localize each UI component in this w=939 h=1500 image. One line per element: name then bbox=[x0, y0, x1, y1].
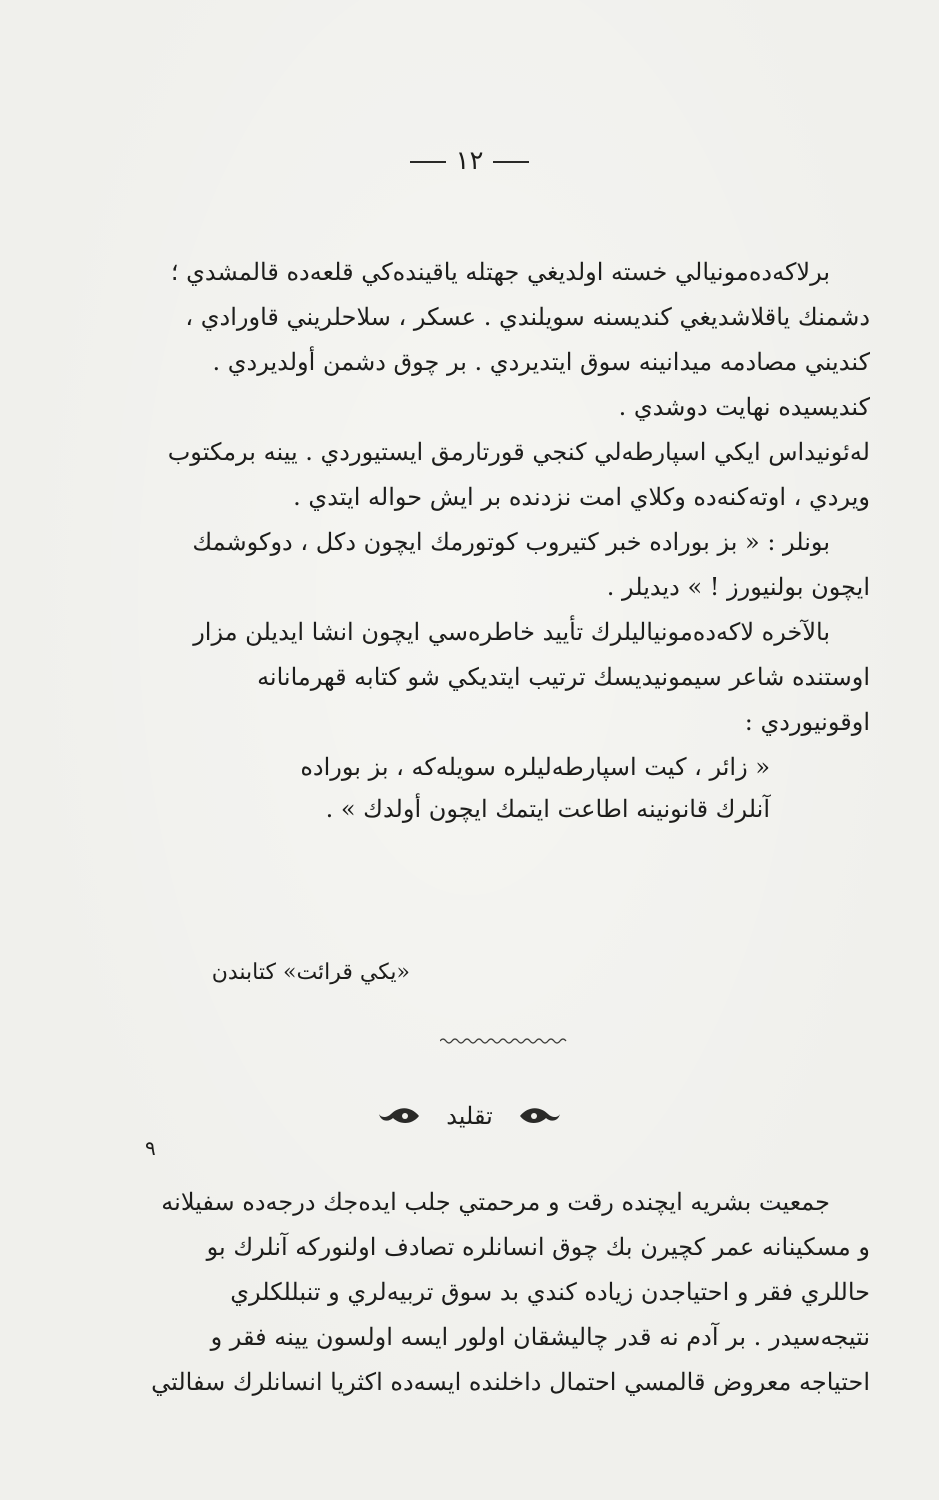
text-line: لەئونيداس ايكي اسپارطەلي كنجي قورتارمق ايستيوردي . يينە برمكتوب bbox=[167, 438, 870, 466]
page-number-text: ١٢ bbox=[455, 146, 484, 176]
text-line: دشمنك ياقلاشديغي كنديسنە سويلندي . عسكر ، سلاحلريني قاورادي ، bbox=[185, 303, 870, 331]
page-number-dash-left bbox=[410, 161, 446, 163]
text-line: بونلر : « بز بورادە خبر كتيروب كوتورمك ايچون دكل ، دوكوشمك bbox=[192, 528, 830, 556]
text-line: اوستندە شاعر سيمونيديسك ترتيب ايتديكي شو كتابە قهرمانانە bbox=[257, 663, 870, 691]
poem-line: « زائر ، كيت اسپارطەليلرە سويلەكە ، بز بورادە bbox=[300, 753, 770, 781]
page-number bbox=[0, 146, 939, 176]
text-line: كنديني مصادمە ميدانينە سوق ايتديردي . بر چوق دشمن أولديردي . bbox=[212, 348, 870, 376]
page-number-dash-right bbox=[493, 161, 529, 163]
text-line: كنديسيدە نهايت دوشدي . bbox=[618, 393, 870, 421]
text-line: ويردي ، اوتەكنەدە وكلاي امت نزدندە بر ايش حوالە ايتدي . bbox=[293, 483, 870, 511]
text-line: حاللري فقر و احتياجدن زيادە كندي بد سوق تربيەلري و تنبللكلري bbox=[230, 1278, 870, 1306]
fleuron-ornament-icon bbox=[518, 1104, 562, 1128]
wavy-divider-ornament bbox=[440, 1036, 570, 1046]
section-heading bbox=[0, 1100, 939, 1130]
main-text bbox=[60, 250, 870, 829]
fleuron-ornament-icon bbox=[377, 1104, 421, 1128]
text-line: و مسكينانە عمر كچيرن بك چوق انسانلرە تصادف اولنوركە آنلرك بو bbox=[206, 1233, 870, 1261]
text-line: برلاكەدەمونيالي خستە اولديغي جهتلە ياقيندەكي قلعەدە قالمشدي ؛ bbox=[170, 258, 830, 286]
second-text bbox=[60, 1180, 870, 1405]
heading-title: تقليد bbox=[446, 1101, 493, 1130]
text-line: ايچون بولنيورز ! » ديديلر . bbox=[606, 573, 870, 601]
text-line: جمعيت بشريە ايچندە رقت و مرحمتي جلب ايدەجك درجەدە سفيلانە bbox=[161, 1188, 830, 1216]
text-line: نتيجەسيدر . بر آدم نە قدر چاليشقان اولور ايسە اولسون يينە فقر و bbox=[210, 1323, 870, 1351]
text-line: بالآخرە لاكەدەمونياليلرك تأييد خاطرەسي ايچون انشا ايديلن مزار bbox=[193, 618, 830, 646]
text-line: اوقونيوردي : bbox=[744, 708, 870, 736]
text-line: احتياجە معروض قالمسي احتمال داخلندە ايسەدە اكثريا انسانلرك سفالتي bbox=[151, 1368, 870, 1396]
poem-line: آنلرك قانونينە اطاعت ايتمك ايچون أولدك » . bbox=[325, 795, 770, 823]
source-citation: «يكي قرائت» كتابندن bbox=[211, 960, 410, 985]
note-number: ٩ bbox=[145, 1136, 156, 1160]
